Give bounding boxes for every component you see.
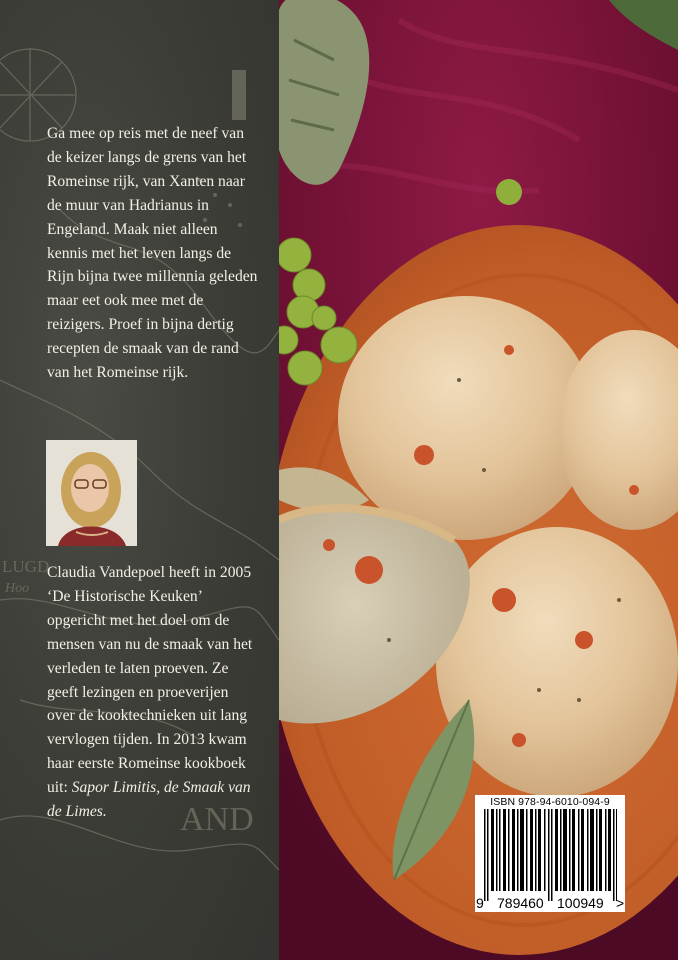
back-cover-blurb: Ga mee op reis met de neef van de keizer langs de grens van het Romeinse rijk, van Xanten naar de muur van Hadrianus in Engeland. Maak niet alleen kennis met het leven langs de Rijn bijna twee millennia geleden maar eet ook mee met de reizigers. Proef in bijna dertig recepten de smaak van de rand van het Romeinse rijk. — [47, 125, 258, 382]
back-cover-text-panel — [0, 0, 279, 960]
isbn-label: ISBN 978-94-6010-094-9 — [490, 796, 610, 808]
map-label-and: AND — [180, 801, 254, 838]
barcode-left-group: 789460 — [497, 895, 544, 911]
barcode-bars — [484, 809, 617, 901]
map-label-hoo: Hoo — [5, 581, 30, 596]
barcode-marker: > — [616, 895, 625, 911]
barcode-digits — [475, 895, 625, 911]
map-label-lugd: LUGD — [2, 557, 50, 576]
isbn-barcode — [475, 795, 625, 912]
barcode-right-group: 100949 — [557, 895, 604, 911]
author-portrait — [46, 440, 137, 546]
previous-book-title: Sapor Limitis, de Smaak van de Limes. — [47, 779, 251, 821]
author-bio-text: Claudia Vandepoel heeft in 2005 ‘De Historische Keuken’ opgericht met het doel om de mensen van nu de smaak van het verleden te laten proeven. Ze geeft lezingen en proeverijen over de kooktechnieken uit lang vervlogen tijden. In 2013 kwam haar eerste Romeinse kookboek uit: — [47, 564, 253, 797]
author-bio — [47, 561, 259, 824]
barcode-lead-digit: 9 — [476, 895, 484, 911]
